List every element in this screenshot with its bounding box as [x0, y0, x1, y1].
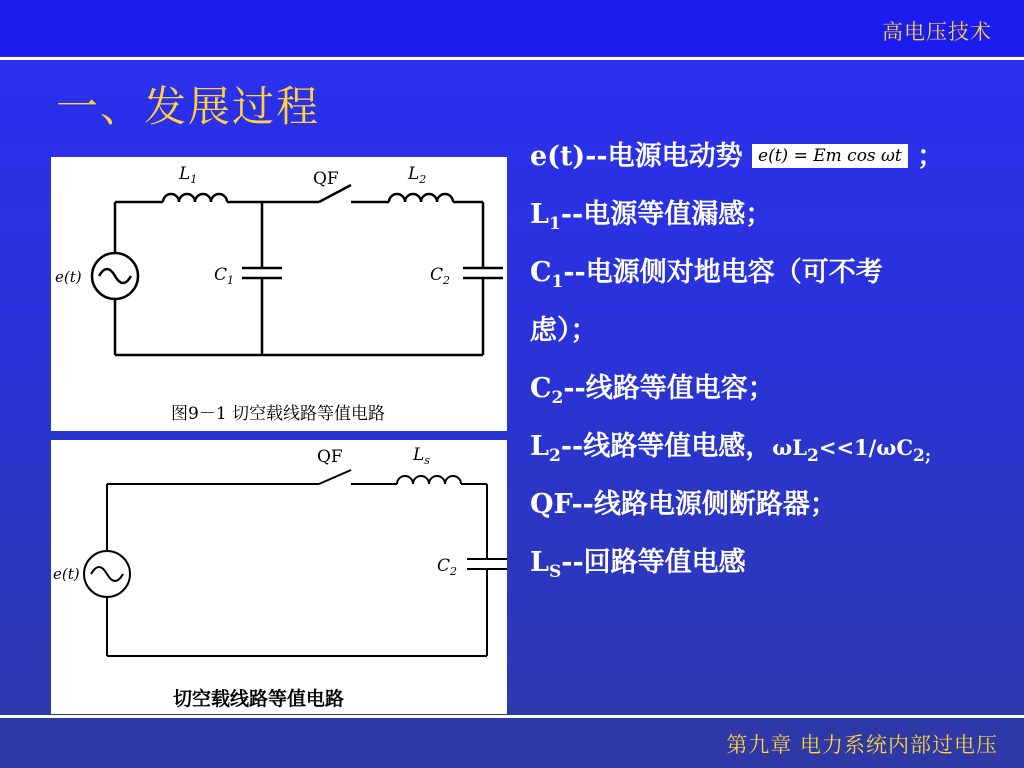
definition-l2: $L_2--$线路等值电感，$\omega L_2<<1/\omega C_{2;}$ — [530, 431, 932, 466]
circuit-figure-1 — [51, 157, 507, 431]
inductor-Ls — [397, 476, 461, 484]
label-C1: $C_1$ — [214, 265, 235, 287]
definition-l1: $L_1--$电源等值漏感； — [530, 199, 773, 234]
slide-heading: 一、发展过程 — [56, 82, 321, 131]
inductor-L1 — [163, 194, 227, 202]
circuit-diagram-2 — [51, 440, 507, 714]
label-Ls: $L_s$ — [413, 445, 430, 467]
label-L2: $L_2$ — [408, 164, 427, 186]
circuit-figure-2 — [51, 440, 507, 714]
definition-et: e(t)--电源电动势 e(t) = Em cos ωt ； — [530, 141, 945, 172]
header-divider — [0, 57, 1024, 60]
inductor-L2 — [389, 194, 453, 202]
sine-wave-icon — [91, 567, 123, 581]
figure-caption: 切空载线路等值电路 — [173, 688, 345, 710]
figure-caption: 图9－1 切空载线路等值电路 — [171, 404, 386, 424]
course-title: 高电压技术 — [882, 20, 992, 44]
definition-c1-continued: 虑）； — [530, 315, 598, 346]
footer-divider — [0, 715, 1024, 718]
sine-wave-icon — [99, 269, 131, 283]
label-QF: QF — [317, 447, 343, 467]
circuit-diagram-1 — [51, 157, 507, 431]
label-source: e(t) — [55, 268, 82, 286]
header-bar — [0, 0, 1024, 56]
label-QF: QF — [313, 169, 339, 189]
label-source: e(t) — [53, 565, 80, 583]
chapter-title: 第九章 电力系统内部过电压 — [726, 733, 998, 757]
symbol-definitions — [530, 142, 1010, 606]
definition-ls: $L_S--$回路等值电感 — [530, 547, 746, 582]
definition-qf: QF--线路电源侧断路器； — [530, 489, 837, 520]
formula-image: e(t) = Em cos ωt — [752, 144, 908, 168]
definition-c2: $C_2--$线路等值电容； — [530, 373, 775, 408]
label-C2: $C_2$ — [437, 556, 458, 578]
label-L1: $L_1$ — [179, 164, 198, 186]
switch-QF — [319, 470, 351, 484]
label-C2: $C_2$ — [430, 265, 451, 287]
definition-c1: $C_1--$电源侧对地电容（可不考 — [530, 257, 883, 292]
